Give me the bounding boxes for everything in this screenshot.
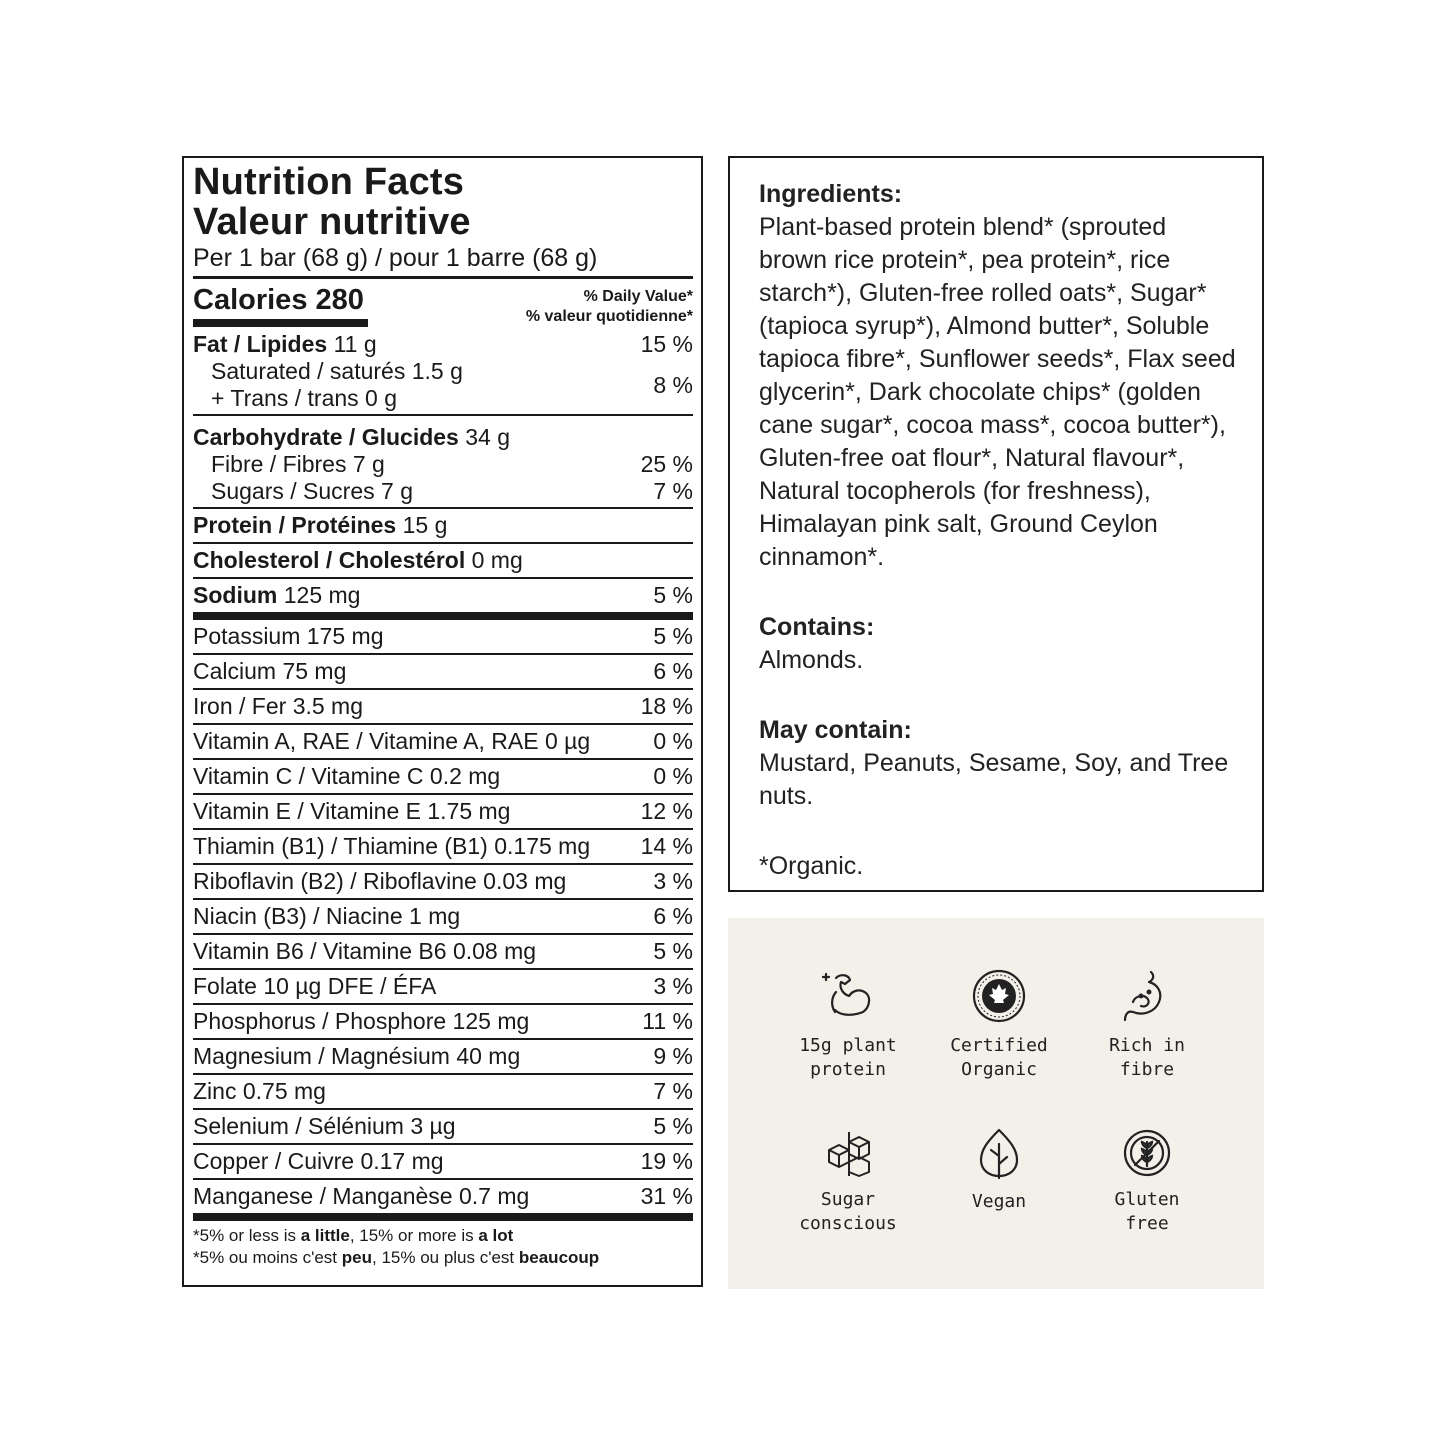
nutrient-pct: 0 % xyxy=(653,763,693,789)
nutrient-pct: 14 % xyxy=(640,833,693,859)
nutrient-pct: 5 % xyxy=(653,623,693,649)
badge-label: Rich in fibre xyxy=(1109,1035,1185,1080)
nutrient-label: Folate 10 µg DFE / ÉFA xyxy=(193,973,437,999)
nutrient-pct: 12 % xyxy=(640,798,693,824)
footnote-en: *5% or less is a little, 15% or more is a lot xyxy=(193,1226,514,1245)
nutrient-pct: 11 % xyxy=(642,1008,693,1034)
nutrient-label: Vitamin A, RAE / Vitamine A, RAE 0 µg xyxy=(193,728,591,754)
daily-value-header: % Daily Value* % valeur quotidienne* xyxy=(525,288,693,325)
nutrient-pct: 9 % xyxy=(653,1043,693,1069)
nutrient-label: Vitamin E / Vitamine E 1.75 mg xyxy=(193,798,511,824)
carb-group xyxy=(193,416,693,509)
nutrient-row xyxy=(193,1005,693,1040)
vitamin-mineral-list xyxy=(193,620,693,1221)
badge-gluten-free xyxy=(1072,1128,1222,1236)
nutrient-row xyxy=(193,795,693,830)
badge-label: Gluten free xyxy=(1114,1189,1180,1234)
digestion-icon xyxy=(1119,968,1175,1024)
nutrient-label: Niacin (B3) / Niacine 1 mg xyxy=(193,903,461,929)
nutrient-label: Copper / Cuivre 0.17 mg xyxy=(193,1148,444,1174)
nutrient-row xyxy=(193,1040,693,1075)
nutrient-label: Selenium / Sélénium 3 µg xyxy=(193,1113,456,1139)
nutrition-title-en: Nutrition Facts xyxy=(193,161,465,203)
nutrient-pct: 19 % xyxy=(640,1148,693,1174)
ingredients-text: Plant-based protein blend* (sprouted brown rice protein*, pea protein*, rice starch*), Gluten-free rolled oats*, Sugar* (tapioca syrup*), Almond butter*, Soluble tapioca fibre*, Sunflower seeds*, Flax seed glycerin*, Dark chocolate chips* (golden cane sugar*, cocoa mass*, cocoa butter*), Gluten-free oat flour*, Natural flavour*, Natural tocopherols (for freshness), Himalayan pink salt, Ground Ceylon cinnamon*. xyxy=(759,213,1236,571)
sodium-row: Sodium 125 mg 5 % xyxy=(193,579,693,620)
may-contain-text: Mustard, Peanuts, Sesame, Soy, and Tree nuts. xyxy=(759,749,1229,810)
badge-plant-protein xyxy=(773,968,923,1082)
badge-sugar-conscious xyxy=(773,1128,923,1236)
nutrient-row xyxy=(193,1110,693,1145)
contains-heading: Contains: xyxy=(759,613,875,641)
footnote-fr: *5% ou moins c'est peu, 15% ou plus c'est beaucoup xyxy=(193,1248,600,1267)
nutrient-label: Manganese / Manganèse 0.7 mg xyxy=(193,1183,530,1209)
nutrient-label: Calcium 75 mg xyxy=(193,658,347,684)
ingredients-heading: Ingredients: xyxy=(759,180,903,208)
calories-row xyxy=(193,279,693,329)
nutrient-row xyxy=(193,725,693,760)
nutrient-row xyxy=(193,1075,693,1110)
fibre-row: Fibre / Fibres 7 g 25 % xyxy=(211,451,693,477)
nutrient-pct: 3 % xyxy=(653,973,693,999)
nutrient-pct: 0 % xyxy=(653,728,693,754)
nutrient-pct: 31 % xyxy=(640,1183,693,1209)
protein-row: Protein / Protéines 15 g xyxy=(193,509,693,544)
badge-rich-in-fibre xyxy=(1072,968,1222,1082)
nutrient-row xyxy=(193,1180,693,1221)
saturated-fat: Saturated / saturés 1.5 g xyxy=(211,358,463,384)
nutrient-label: Potassium 175 mg xyxy=(193,623,384,649)
organic-note: *Organic. xyxy=(759,852,864,880)
fat-row: Fat / Lipides 11 g 15 % xyxy=(193,331,693,357)
calories: Calories 280 xyxy=(193,284,364,316)
nutrient-row xyxy=(193,690,693,725)
nutrient-label: Thiamin (B1) / Thiamine (B1) 0.175 mg xyxy=(193,833,591,859)
nutrient-row xyxy=(193,935,693,970)
trans-fat: + Trans / trans 0 g xyxy=(211,385,398,411)
nutrient-label: Magnesium / Magnésium 40 mg xyxy=(193,1043,521,1069)
nutrient-row xyxy=(193,865,693,900)
leaf-icon xyxy=(979,1128,1019,1180)
nutrient-label: Riboflavin (B2) / Riboflavine 0.03 mg xyxy=(193,868,567,894)
flexed-arm-icon xyxy=(818,968,878,1024)
ingredients-panel xyxy=(728,156,1264,892)
badge-certified-organic xyxy=(924,968,1074,1082)
nutrient-row xyxy=(193,1145,693,1180)
badge-label: 15g plant protein xyxy=(799,1035,897,1080)
serving-size: Per 1 bar (68 g) / pour 1 barre (68 g) xyxy=(193,244,693,279)
calories-underline xyxy=(193,319,368,327)
nutrient-pct: 6 % xyxy=(653,903,693,929)
sat-trans-row: Saturated / saturés 1.5 g + Trans / trans 0 g 8 % xyxy=(193,358,693,412)
footnote xyxy=(193,1225,693,1269)
nutrient-pct: 5 % xyxy=(653,1113,693,1139)
organic-seal-icon xyxy=(971,968,1027,1024)
nutrient-label: Vitamin B6 / Vitamine B6 0.08 mg xyxy=(193,938,537,964)
nutrient-row xyxy=(193,900,693,935)
feature-badges-panel xyxy=(728,918,1264,1289)
badge-label: Certified Organic xyxy=(950,1035,1048,1080)
no-wheat-icon xyxy=(1122,1128,1172,1178)
badge-label: Sugar conscious xyxy=(799,1189,897,1234)
nutrient-pct: 18 % xyxy=(640,693,693,719)
carb-row: Carbohydrate / Glucides 34 g xyxy=(193,424,511,450)
nutrient-pct: 6 % xyxy=(653,658,693,684)
sugar-cubes-icon xyxy=(823,1128,873,1178)
nutrition-facts-panel xyxy=(182,156,703,1287)
fat-group xyxy=(193,329,693,416)
badge-label: Vegan xyxy=(971,1191,1027,1212)
nutrient-row xyxy=(193,620,693,655)
nutrient-pct: 3 % xyxy=(653,868,693,894)
sugars-row: Sugars / Sucres 7 g 7 % xyxy=(211,478,693,504)
nutrient-row xyxy=(193,655,693,690)
nutrient-label: Iron / Fer 3.5 mg xyxy=(193,693,364,719)
may-contain-heading: May contain: xyxy=(759,716,912,744)
badge-vegan xyxy=(924,1128,1074,1214)
nutrient-pct: 5 % xyxy=(653,938,693,964)
contains-text: Almonds. xyxy=(759,646,864,674)
nutrient-label: Phosphorus / Phosphore 125 mg xyxy=(193,1008,530,1034)
nutrient-row xyxy=(193,830,693,865)
cholesterol-row: Cholesterol / Cholestérol 0 mg xyxy=(193,544,693,579)
nutrient-label: Zinc 0.75 mg xyxy=(193,1078,326,1104)
nutrition-title-fr: Valeur nutritive xyxy=(193,201,471,243)
nutrient-row xyxy=(193,760,693,795)
nutrient-label: Vitamin C / Vitamine C 0.2 mg xyxy=(193,763,501,789)
nutrient-row xyxy=(193,970,693,1005)
nutrient-pct: 7 % xyxy=(653,1078,693,1104)
